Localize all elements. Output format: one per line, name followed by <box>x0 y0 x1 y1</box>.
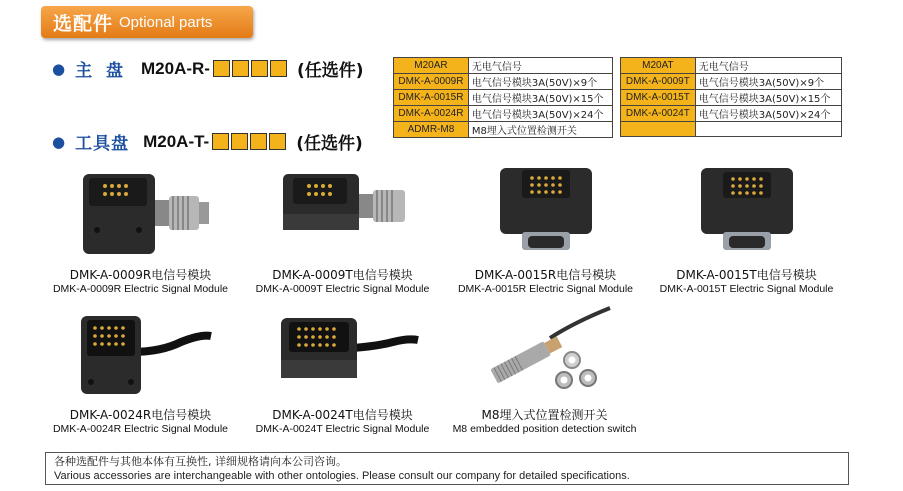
option-box <box>212 133 229 150</box>
tool-disc-model: M20A-T- <box>143 131 210 151</box>
option-box <box>251 60 268 77</box>
spec-table-t <box>620 57 842 137</box>
table-row: DMK-A-0015R 电气信号模块3A(50V)×15个 <box>394 90 613 106</box>
product-0009t <box>250 170 435 295</box>
footer-note-cn: 各种选配件与其他本体有互换性, 详细规格请向本公司咨询。 <box>54 455 347 468</box>
product-caption-en: M8 embedded position detection switch <box>452 423 637 435</box>
product-0024r <box>48 312 233 435</box>
signal-module-image <box>263 312 423 398</box>
product-caption-cn: DMK-A-0024R电信号模块 <box>69 408 212 422</box>
product-m8-switch <box>452 304 637 435</box>
position-switch-image <box>460 304 630 398</box>
header-title-en: Optional parts <box>119 13 213 31</box>
product-0024t <box>250 312 435 435</box>
product-caption-cn: DMK-A-0009T电信号模块 <box>272 268 413 282</box>
footer-note <box>45 452 849 485</box>
option-code-boxes <box>212 133 288 150</box>
product-caption-en: DMK-A-0009R Electric Signal Module <box>52 283 229 295</box>
signal-module-image <box>263 170 423 258</box>
main-disc-note: (任选件) <box>296 61 364 81</box>
option-box <box>213 60 230 77</box>
table-row: M20AR 无电气信号 <box>394 58 613 74</box>
signal-module-image <box>687 166 807 258</box>
product-caption-en: DMK-A-0024T Electric Signal Module <box>255 423 430 435</box>
option-box <box>231 133 248 150</box>
option-code-boxes <box>213 60 289 77</box>
option-box <box>270 60 287 77</box>
signal-module-image <box>61 312 221 398</box>
signal-module-image <box>61 170 221 258</box>
table-row: ADMR-M8 M8埋入式位置检测开关 <box>394 122 613 138</box>
option-box <box>269 133 286 150</box>
product-0009r <box>48 170 233 295</box>
product-caption-cn: DMK-A-0009R电信号模块 <box>69 268 212 282</box>
product-caption-en: DMK-A-0024R Electric Signal Module <box>52 423 229 435</box>
footer-note-en: Various accessories are interchangeable with other ontologies. Please consult our company for detailed specifications. <box>54 470 630 482</box>
bullet-icon: ● <box>52 59 66 78</box>
option-box <box>250 133 267 150</box>
table-row <box>621 122 842 137</box>
product-caption-en: DMK-A-0015T Electric Signal Module <box>659 283 834 295</box>
signal-module-image <box>486 166 606 258</box>
spec-table-r <box>393 57 613 138</box>
product-0015r <box>453 166 638 295</box>
section-header <box>41 6 253 38</box>
product-0015t <box>654 166 839 295</box>
table-row: DMK-A-0015T 电气信号模块3A(50V)×15个 <box>621 90 842 106</box>
table-row: M20AT 无电气信号 <box>621 58 842 74</box>
tool-disc-note: (任选件) <box>296 134 363 154</box>
main-disc-row <box>52 56 364 81</box>
product-caption-en: DMK-A-0009T Electric Signal Module <box>255 283 430 295</box>
main-disc-model: M20A-R- <box>141 58 210 78</box>
tool-disc-row <box>52 129 363 154</box>
bullet-icon: ● <box>52 132 66 151</box>
product-caption-cn: DMK-A-0024T电信号模块 <box>272 408 413 422</box>
table-row: DMK-A-0024T 电气信号模块3A(50V)×24个 <box>621 106 842 122</box>
table-row: DMK-A-0009R 电气信号模块3A(50V)×9个 <box>394 74 613 90</box>
product-caption-cn: DMK-A-0015R电信号模块 <box>474 268 617 282</box>
table-row: DMK-A-0024R 电气信号模块3A(50V)×24个 <box>394 106 613 122</box>
tool-disc-name: 工具盘 <box>75 134 130 154</box>
header-title-cn: 选配件 <box>53 12 114 35</box>
option-box <box>232 60 249 77</box>
main-disc-name: 主 盘 <box>75 61 128 81</box>
product-caption-en: DMK-A-0015R Electric Signal Module <box>457 283 634 295</box>
product-caption-cn: M8埋入式位置检测开关 <box>481 408 608 422</box>
table-row: DMK-A-0009T 电气信号模块3A(50V)×9个 <box>621 74 842 90</box>
product-caption-cn: DMK-A-0015T电信号模块 <box>676 268 817 282</box>
